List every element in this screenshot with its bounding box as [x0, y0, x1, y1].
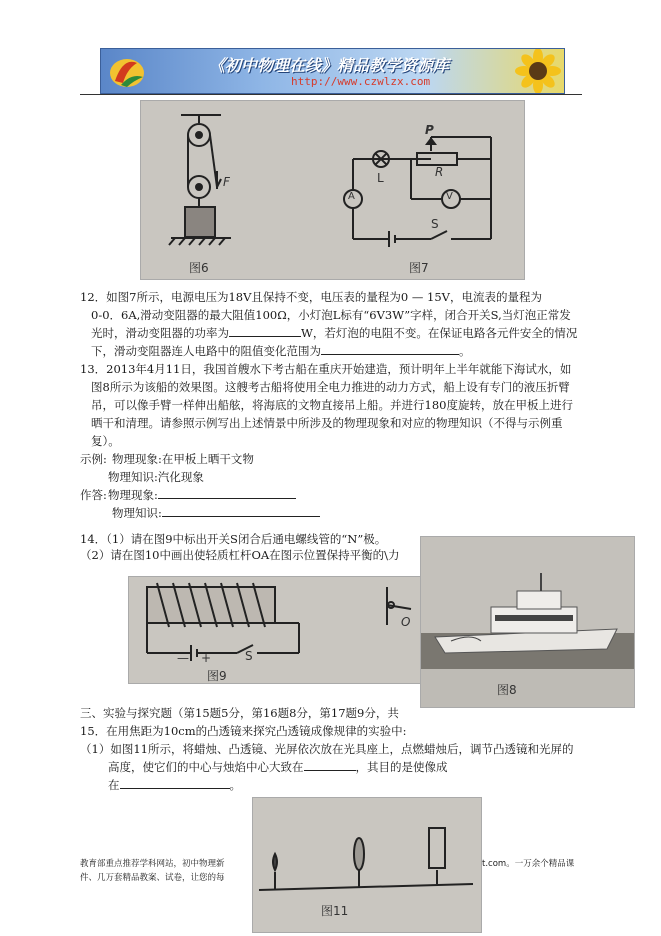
label-minus: —: [177, 651, 189, 665]
figure-8: [420, 536, 635, 708]
sunflower-icon: [513, 49, 563, 93]
caption-fig8: 图8: [497, 683, 517, 697]
q13-line3: 吊，可以像手臂一样伸出船舷，将海底的文物直接吊上船。并进行180度旋转，放在甲板上进行: [91, 398, 573, 412]
q12-line2: 0-0．6A,滑动变阻器的最大阻值100Ω，小灯泡L标有“6V3W”字样，闭合开关S,当灯泡正常发: [91, 308, 571, 322]
q15-line2: （1）如图11所示，将蜡烛、凸透镜、光屏依次放在光具座上，点燃蜡烛后，调节凸透镜和光屏的: [80, 742, 574, 756]
caption-fig9: 图9: [207, 669, 227, 683]
q14-line1: 14．（1）请在图9中标出开关S闭合后通电螺线管的“N”极。: [80, 532, 387, 546]
q12-line4-b: 。: [459, 344, 471, 358]
section3-title: 三、实验与探究题（第15题5分，第16题8分，第17题9分，共: [80, 706, 399, 720]
q13-answer-knowledge: [112, 504, 320, 522]
q15-line4: [108, 776, 241, 794]
q12-line3: [91, 324, 577, 342]
q15-blank-purpose[interactable]: [120, 776, 230, 789]
q13-line2: 图8所示为该船的效果图。这艘考古船将使用全电力推进的动力方式，船上设有专门的液压折臂: [91, 380, 570, 394]
header-banner: [100, 48, 565, 94]
figure-11: [252, 797, 482, 933]
q14-line2: （2）请在图10中画出使轻质杠杆OA在图示位置保持平衡的\力: [80, 548, 400, 562]
q13-line4: 晒干和清理。请参照示例写出上述情景中所涉及的物理现象和对应的物理知识（不得与示例重: [91, 416, 563, 430]
q13-blank-knowledge[interactable]: [162, 504, 320, 517]
ship-image: [421, 537, 634, 707]
label-R: R: [435, 165, 444, 179]
optical-bench-diagram: [253, 798, 481, 932]
label-V: V: [446, 191, 453, 202]
header-rule: [80, 94, 582, 95]
q12-blank-power[interactable]: [229, 324, 301, 337]
q12-line4-a: 下，滑动变阻器连人电路中的阻值变化范围为: [91, 344, 321, 358]
q13-example-phenomenon: 物理现象:在甲板上晒干文物: [112, 452, 254, 466]
q15-line1: 15．在用焦距为10cm的凸透镜来探究凸透镜成像规律的实验中:: [80, 724, 407, 738]
q15-line3-a: 高度，使它们的中心与烛焰中心大致在: [108, 760, 304, 774]
caption-fig7: 图7: [409, 261, 429, 275]
footer-left-1: 教育部重点推荐学科网站，初中物理新: [80, 859, 225, 869]
q13-example-knowledge: 物理知识:汽化现象: [108, 470, 204, 484]
q12-line3-a: 光时，滑动变阻器的功率为: [91, 326, 229, 340]
q12-line4: [91, 342, 471, 360]
caption-fig11: 图11: [321, 904, 349, 918]
label-S: S: [431, 217, 439, 231]
solenoid-lever-diagram: [129, 577, 421, 683]
q13-answer-phenomenon: [108, 486, 296, 504]
q12-line3-b: W，若灯泡的电阻不变。在保证电路各元件安全的情况: [301, 326, 578, 340]
q13-answer-knowledge-label: 物理知识:: [112, 506, 162, 520]
label-P: P: [425, 123, 434, 137]
q13-line5: 复）。: [91, 434, 120, 448]
pulley-circuit-diagram: [141, 101, 524, 279]
banner-url[interactable]: http://www.czwlzx.com: [291, 75, 431, 88]
q15-line4-a: 在: [108, 778, 120, 792]
label-A: A: [348, 191, 355, 202]
q12-line1: 12．如图7所示，电源电压为18V且保持不变，电压表的量程为0 — 15V，电流表的量程为: [80, 290, 542, 304]
q13-answer-label: 作答:: [80, 488, 107, 502]
label-switch-S: S: [245, 649, 253, 663]
q15-blank-height[interactable]: [304, 758, 356, 771]
banner-title: 《初中物理在线》精品教学资源库: [209, 56, 450, 75]
logo-icon: [105, 51, 149, 91]
q13-answer-phenomenon-label: 物理现象:: [108, 488, 158, 502]
label-plus: +: [201, 651, 212, 665]
q15-line3-b: ，其目的是使像成: [355, 760, 448, 774]
caption-fig6: 图6: [189, 261, 209, 275]
q15-line4-b: 。: [229, 778, 241, 792]
footer-right-1: t.com。一万余个精品课: [482, 859, 575, 869]
q13-line1: 13．2013年4月11日，我国首艘水下考古船在重庆开始建造，预计明年上半年就能下海试水，如: [80, 362, 572, 376]
label-O: O: [401, 615, 411, 629]
q12-blank-range[interactable]: [321, 342, 459, 355]
label-F: F: [223, 175, 230, 189]
figure-6-7: [140, 100, 525, 280]
figure-9-10: [128, 576, 422, 684]
q13-example-label: 示例:: [80, 452, 107, 466]
q15-line3: [108, 758, 448, 776]
q13-blank-phenomenon[interactable]: [158, 486, 296, 499]
label-L: L: [377, 171, 384, 185]
footer-left-2: 件、几万套精品教案、试卷，让您的每: [80, 873, 225, 883]
